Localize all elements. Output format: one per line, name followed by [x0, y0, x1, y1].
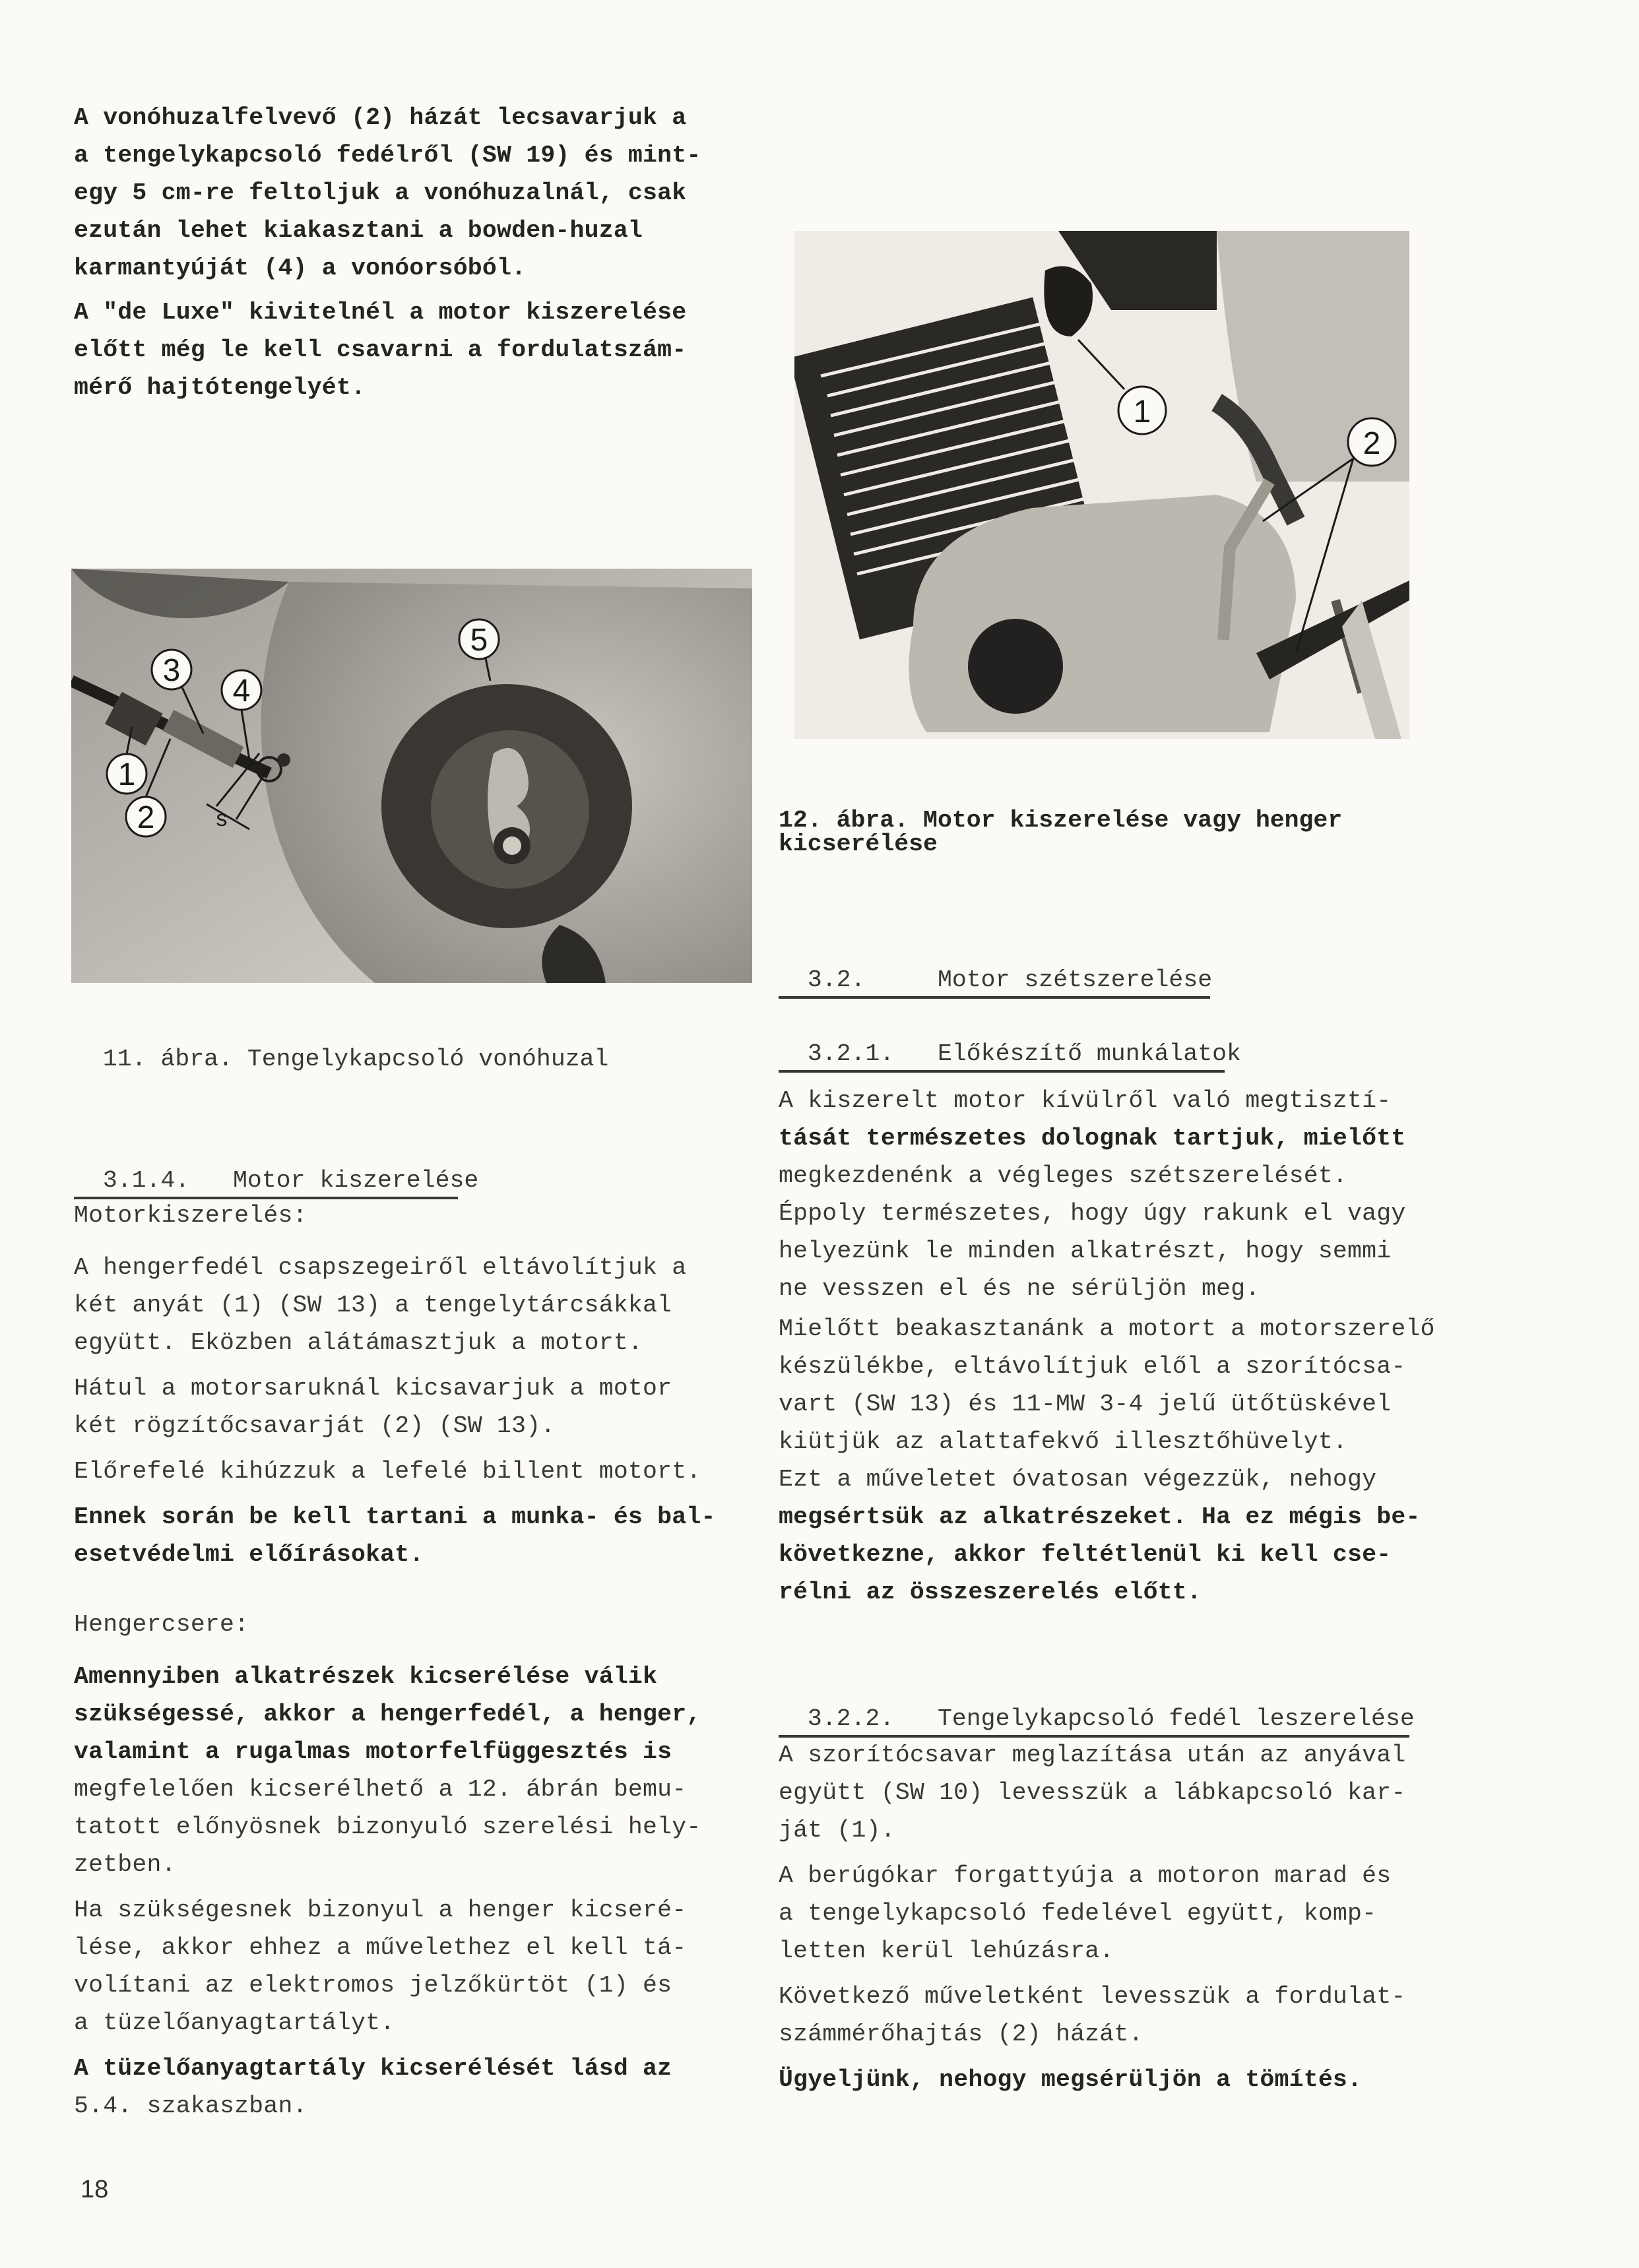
text-line: esetvédelmi előírásokat. [74, 1541, 424, 1568]
text-line: A vonóhuzalfelvevő (2) házát lecsavarjuk a [74, 104, 687, 131]
text-line: készülékbe, eltávolítjuk elől a szorítócsa- [779, 1353, 1406, 1380]
text-line: letten kerül lehúzásra. [779, 1937, 1114, 1965]
text-line: szükségessé, akkor a hengerfedél, a henger, [74, 1701, 701, 1728]
text-line: valamint a rugalmas motorfelfüggesztés is [74, 1738, 672, 1765]
text-line: Következő műveletként levesszük a fordulat- [779, 1983, 1406, 2010]
section-title: Motor szétszerelése [937, 966, 1213, 993]
figure-11-caption [74, 1024, 608, 1071]
text-line: Ezt a műveletet óvatosan végezzük, nehogy [779, 1466, 1377, 1493]
text-line: Amennyiben alkatrészek kicserélése válik [74, 1663, 658, 1690]
text-line: zetben. [74, 1851, 176, 1878]
caption-text: 11. ábra. Tengelykapcsoló vonóhuzal [102, 1046, 609, 1073]
spacer [189, 1167, 233, 1194]
text-line: ne vesszen el és ne sérüljön meg. [779, 1275, 1260, 1302]
section-number: 3.2.2. [807, 1705, 895, 1732]
text-line: ját (1). [779, 1817, 895, 1844]
callout-1: 1 [1133, 394, 1151, 429]
text-line: A tüzelőanyagtartály kicserélését lásd az [74, 2055, 672, 2082]
text-line: A berúgókar forgattyúja a motoron marad és [779, 1862, 1392, 1889]
text-line: két anyát (1) (SW 13) a tengelytárcsákkal [74, 1292, 672, 1319]
text-line: a tengelykapcsoló fedelével együtt, komp- [779, 1900, 1377, 1927]
text-line: A kiszerelt motor kívülről való megtisztí- [779, 1087, 1392, 1114]
text-line: ezután lehet kiakasztani a bowden-huzal [74, 217, 643, 244]
section-3-2-2-heading [779, 1676, 1415, 1738]
text-line: vart (SW 13) és 11-MW 3-4 jelű ütőtüskével [779, 1391, 1392, 1418]
subheading-motorkiszereles: Motorkiszerelés: [74, 1202, 307, 1229]
figure-11-photo [71, 569, 752, 983]
section-3-1-4-hengercsere [74, 1606, 701, 2125]
text-line: megsértsük az alkatrészeket. Ha ez mégis be- [779, 1503, 1421, 1530]
text-line: kiütjük az alattafekvő illesztőhüvelyt. [779, 1428, 1348, 1455]
section-title: Előkészítő munkálatok [937, 1040, 1241, 1067]
text-line: Ennek során be kell tartani a munka- és bal- [74, 1503, 716, 1530]
section-3-1-4-body [74, 1197, 716, 1573]
clutch-cable-photo [71, 569, 752, 983]
text-line: volítani az elektromos jelzőkürtöt (1) és [74, 1972, 672, 1999]
text-line: mérő hajtótengelyét. [74, 374, 366, 401]
text-line: együtt (SW 10) levesszük a lábkapcsoló kar- [779, 1779, 1406, 1806]
figure-12-photo [794, 231, 1409, 739]
spacer [865, 966, 938, 993]
text-line: A "de Luxe" kivitelnél a motor kiszerelése [74, 299, 687, 326]
section-3-2-heading [779, 937, 1213, 999]
text-line: a tüzelőanyagtartályt. [74, 2009, 395, 2036]
text-line: A hengerfedél csapszegeiről eltávolítjuk a [74, 1254, 687, 1281]
clutch-cover [968, 619, 1063, 714]
callout-3: 3 [162, 653, 181, 688]
section-title: Motor kiszerelése [232, 1167, 479, 1194]
spacer [894, 1705, 938, 1732]
text-line: tását természetes dolognak tartjuk, mielőtt [779, 1125, 1406, 1152]
callout-2: 2 [137, 800, 155, 835]
subheading-hengercsere: Hengercsere: [74, 1611, 249, 1638]
text-line: Ha szükségesnek bizonyul a henger kicseré- [74, 1897, 687, 1924]
caption-line: kicserélése [779, 831, 938, 858]
figure-12-caption [779, 809, 1342, 856]
text-line: számmérőhajtás (2) házát. [779, 2021, 1143, 2048]
section-number: 3.1.4. [102, 1167, 190, 1194]
section-3-2-1-paragraph-1 [779, 1082, 1405, 1307]
text-line: karmantyúját (4) a vonóorsóból. [74, 255, 527, 282]
text-line: Hátul a motorsaruknál kicsavarjuk a motor [74, 1375, 672, 1402]
text-line: A szorítócsavar meglazítása után az anyával [779, 1742, 1406, 1769]
text-line: 5.4. szakaszban. [74, 2093, 307, 2120]
text-line: helyezünk le minden alkatrészt, hogy semmi [779, 1238, 1392, 1265]
text-line: egy 5 cm-re feltoljuk a vonóhuzalnál, csak [74, 179, 687, 206]
text-line: megfelelően kicserélhető a 12. ábrán bemu- [74, 1776, 687, 1803]
text-line: előtt még le kell csavarni a fordulatszám- [74, 336, 687, 363]
intro-paragraph-2 [74, 294, 686, 406]
section-title: Tengelykapcsoló fedél leszerelése [937, 1705, 1415, 1732]
callout-2: 2 [1363, 426, 1381, 461]
callout-4: 4 [232, 674, 251, 709]
text-line: következne, akkor feltétlenül ki kell cse- [779, 1541, 1392, 1568]
section-3-1-4-heading [74, 1137, 479, 1199]
text-line: lése, akkor ehhez a művelethez el kell tá- [74, 1934, 687, 1961]
callout-5: 5 [470, 623, 488, 658]
intro-paragraph-1 [74, 99, 701, 287]
spacer [894, 1040, 938, 1067]
text-line: megkezdenénk a végleges szétszerelését. [779, 1162, 1348, 1189]
section-3-2-1-paragraph-2 [779, 1310, 1435, 1611]
text-line: a tengelykapcsoló fedélről (SW 19) és mint- [74, 142, 701, 169]
caption-line: 12. ábra. Motor kiszerelése vagy henger [779, 807, 1343, 834]
text-line: Előrefelé kihúzzuk a lefelé billent motort. [74, 1458, 701, 1485]
text-line: tatott előnyösnek bizonyuló szerelési hely- [74, 1813, 701, 1841]
section-number: 3.2.1. [807, 1040, 895, 1067]
section-3-2-1-heading [779, 1011, 1241, 1073]
text-line: rélni az összeszerelés előtt. [779, 1579, 1202, 1606]
text-line: Éppoly természetes, hogy úgy rakunk el vagy [779, 1200, 1406, 1227]
page-number: 18 [80, 2176, 109, 2203]
text-line: együtt. Eközben alátámasztjuk a motort. [74, 1329, 643, 1356]
text-line: Ügyeljünk, nehogy megsérüljön a tömítés. [779, 2066, 1363, 2093]
callout-1: 1 [117, 757, 136, 792]
section-number: 3.2. [807, 966, 866, 993]
text-line: Mielőtt beakasztanánk a motort a motorszerelő [779, 1315, 1435, 1342]
text-line: két rögzítőcsavarját (2) (SW 13). [74, 1412, 556, 1439]
dimension-s-label: s [216, 806, 228, 831]
engine-removal-photo [794, 231, 1409, 739]
section-3-2-2-body [779, 1736, 1405, 2098]
